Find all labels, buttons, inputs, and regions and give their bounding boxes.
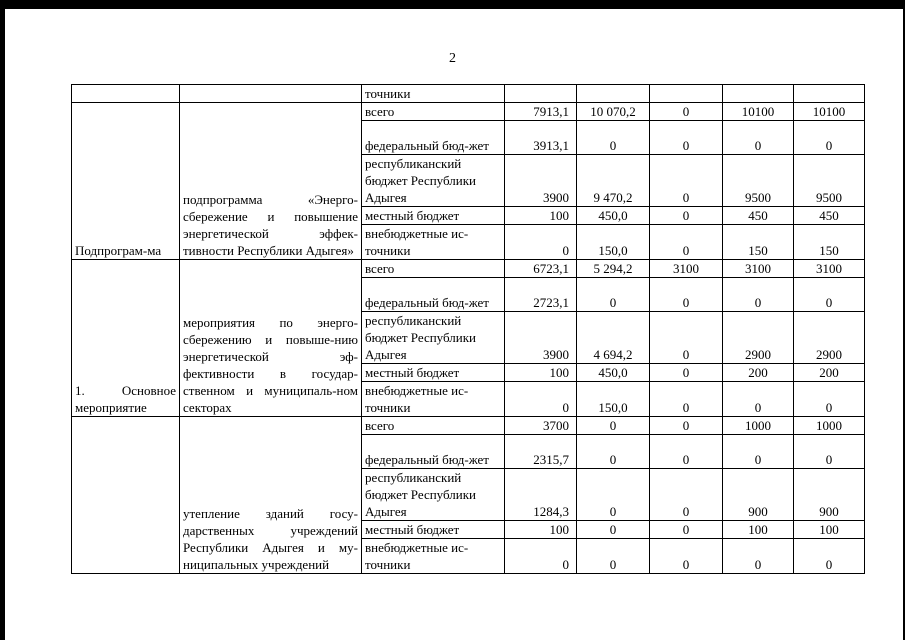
table-row: [72, 103, 865, 121]
value-cell: 0: [650, 364, 723, 382]
source-cell: федеральный бюд-жет: [362, 278, 505, 312]
description-cell: мероприятия по энерго-сбережению и повыше-нию энергетической эф-фективности в государ-ственном и муниципаль-ном секторах: [180, 260, 362, 417]
value-cell: 10100: [794, 103, 865, 121]
value-cell: 0: [650, 103, 723, 121]
source-cell: федеральный бюд-жет: [362, 121, 505, 155]
value-cell: 4 694,2: [577, 312, 650, 364]
value-cell: 0: [794, 278, 865, 312]
value-cell: 0: [794, 539, 865, 574]
source-cell: всего: [362, 417, 505, 435]
source-cell: всего: [362, 260, 505, 278]
value-cell: 200: [794, 364, 865, 382]
value-cell: 0: [650, 225, 723, 260]
value-cell: 0: [650, 312, 723, 364]
value-cell: 3700: [505, 417, 577, 435]
value-cell: 2900: [723, 312, 794, 364]
value-cell: 100: [505, 521, 577, 539]
description-cell: утепление зданий госу-дарственных учреждений Республики Адыгея и му-ниципальных учреждений: [180, 417, 362, 574]
source-cell: внебюджетные ис-точники: [362, 382, 505, 417]
source-cell: местный бюджет: [362, 207, 505, 225]
value-cell: 0: [505, 539, 577, 574]
source-cell: внебюджетные ис-точники: [362, 225, 505, 260]
value-cell: 0: [577, 469, 650, 521]
value-cell: 6723,1: [505, 260, 577, 278]
source-cell: республиканский бюджет Республики Адыгея: [362, 312, 505, 364]
value-cell: 0: [650, 207, 723, 225]
value-cell: 100: [723, 521, 794, 539]
source-cell: местный бюджет: [362, 521, 505, 539]
budget-table: [71, 84, 865, 574]
scan-border-top: [0, 0, 905, 9]
value-cell: [505, 85, 577, 103]
value-cell: 0: [505, 225, 577, 260]
value-cell: 10 070,2: [577, 103, 650, 121]
continued-row: [72, 85, 865, 103]
value-cell: 1000: [794, 417, 865, 435]
source-cell: республиканский бюджет Республики Адыгея: [362, 155, 505, 207]
value-cell: 100: [505, 207, 577, 225]
description-cell: подпрограмма «Энерго-сбережение и повышение энергетической эффек-тивности Республики Адыгея»: [180, 103, 362, 260]
value-cell: [577, 85, 650, 103]
value-cell: 3913,1: [505, 121, 577, 155]
value-cell: 100: [505, 364, 577, 382]
value-cell: 0: [650, 278, 723, 312]
value-cell: 10100: [723, 103, 794, 121]
value-cell: 150,0: [577, 225, 650, 260]
value-cell: 0: [723, 539, 794, 574]
value-cell: 450,0: [577, 207, 650, 225]
value-cell: 3100: [650, 260, 723, 278]
value-cell: 2900: [794, 312, 865, 364]
table-row: [72, 260, 865, 278]
value-cell: 0: [650, 521, 723, 539]
value-cell: 3100: [723, 260, 794, 278]
value-cell: 7913,1: [505, 103, 577, 121]
source-cell: республиканский бюджет Республики Адыгея: [362, 469, 505, 521]
scan-border-left: [0, 0, 5, 640]
value-cell: 2723,1: [505, 278, 577, 312]
value-cell: 150: [794, 225, 865, 260]
value-cell: 3100: [794, 260, 865, 278]
value-cell: 0: [723, 121, 794, 155]
program-cell: Подпрограм-ма: [72, 103, 180, 260]
value-cell: 9500: [723, 155, 794, 207]
program-cell: [72, 417, 180, 574]
value-cell: 0: [577, 539, 650, 574]
value-cell: 0: [505, 382, 577, 417]
value-cell: 0: [577, 521, 650, 539]
source-cell: федеральный бюд-жет: [362, 435, 505, 469]
value-cell: [723, 85, 794, 103]
value-cell: 0: [650, 435, 723, 469]
value-cell: 0: [650, 539, 723, 574]
value-cell: 0: [577, 121, 650, 155]
value-cell: 0: [650, 121, 723, 155]
page-number: 2: [449, 51, 456, 66]
value-cell: 3900: [505, 312, 577, 364]
value-cell: 0: [650, 417, 723, 435]
value-cell: 0: [577, 435, 650, 469]
value-cell: 0: [577, 417, 650, 435]
table-row: [72, 417, 865, 435]
value-cell: 0: [723, 278, 794, 312]
program-cell: 1. Основное мероприятие: [72, 260, 180, 417]
value-cell: 1000: [723, 417, 794, 435]
program-cell: [72, 85, 180, 103]
value-cell: 0: [577, 278, 650, 312]
value-cell: 0: [794, 382, 865, 417]
value-cell: 450,0: [577, 364, 650, 382]
source-cell: внебюджетные ис-точники: [362, 539, 505, 574]
value-cell: [794, 85, 865, 103]
source-cell: точники: [362, 85, 505, 103]
value-cell: 0: [794, 121, 865, 155]
value-cell: [650, 85, 723, 103]
value-cell: 200: [723, 364, 794, 382]
source-cell: всего: [362, 103, 505, 121]
value-cell: 1284,3: [505, 469, 577, 521]
value-cell: 5 294,2: [577, 260, 650, 278]
value-cell: 900: [794, 469, 865, 521]
budget-table-body: [72, 85, 865, 574]
value-cell: 450: [794, 207, 865, 225]
value-cell: 3900: [505, 155, 577, 207]
value-cell: 150: [723, 225, 794, 260]
value-cell: 0: [723, 435, 794, 469]
value-cell: 0: [650, 155, 723, 207]
value-cell: 900: [723, 469, 794, 521]
value-cell: 450: [723, 207, 794, 225]
value-cell: 150,0: [577, 382, 650, 417]
source-cell: местный бюджет: [362, 364, 505, 382]
description-cell: [180, 85, 362, 103]
value-cell: 0: [650, 469, 723, 521]
value-cell: 0: [794, 435, 865, 469]
value-cell: 9 470,2: [577, 155, 650, 207]
value-cell: 0: [723, 382, 794, 417]
value-cell: 0: [650, 382, 723, 417]
value-cell: 100: [794, 521, 865, 539]
value-cell: 9500: [794, 155, 865, 207]
value-cell: 2315,7: [505, 435, 577, 469]
